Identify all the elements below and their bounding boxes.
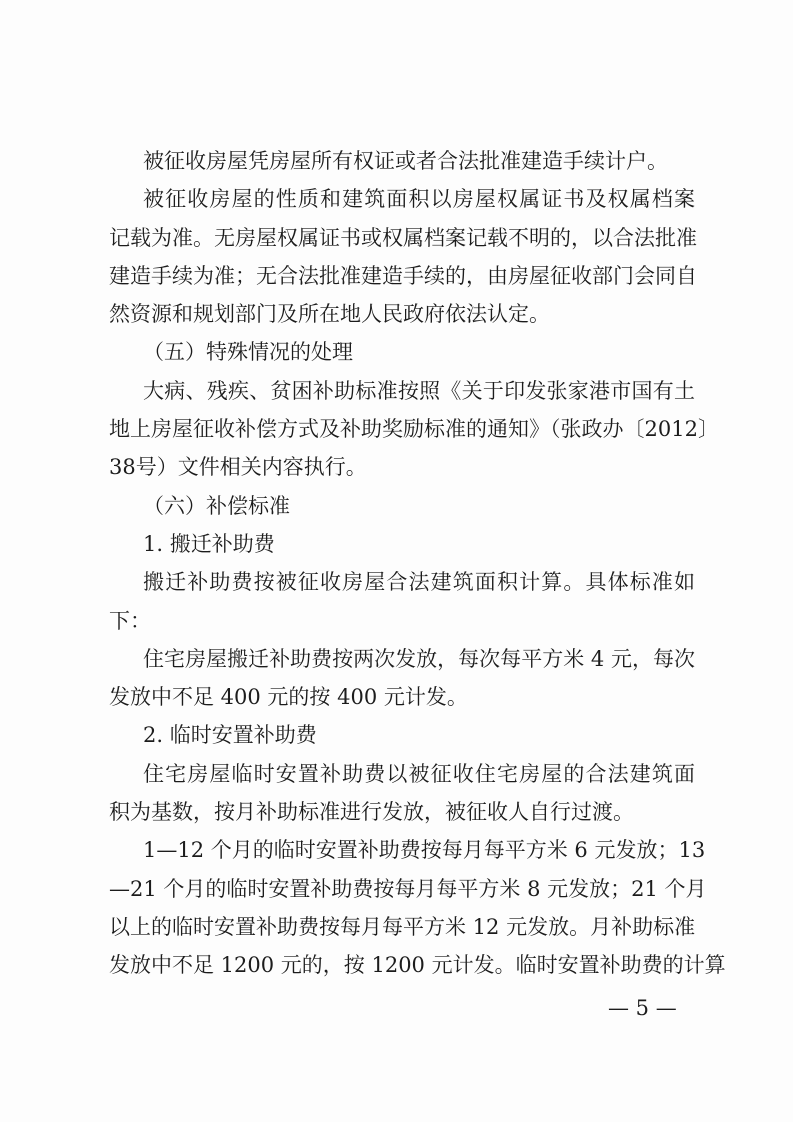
text-line: 搬迁补助费按被征收房屋合法建筑面积计算。具体标准如 (143, 570, 695, 595)
para-basis-of-record (109, 142, 695, 180)
heading-compensation-standard (109, 487, 695, 525)
para-relocation-residential (109, 640, 695, 717)
text-line: 1. 搬迁补助费 (143, 531, 275, 556)
text-line: （五）特殊情况的处理 (143, 340, 353, 365)
text-line: 然资源和规划部门及所在地人民政府依法认定。 (109, 302, 550, 327)
text-line: （六）补偿标准 (143, 493, 290, 518)
text-line: 地上房屋征收补偿方式及补助奖励标准的通知》（张政办〔2012〕 (109, 417, 719, 442)
text-line: 被征收房屋凭房屋所有权证或者合法批准建造手续计户。 (143, 149, 668, 173)
text-line: 住宅房屋搬迁补助费按两次发放，每次每平方米 4 元，每次 (143, 646, 695, 671)
text-line: 建造手续为准；无合法批准建造手续的，由房屋征收部门会同自 (109, 263, 697, 288)
text-line: 大病、残疾、贫困补助标准按照《关于印发张家港市国有土 (143, 378, 695, 403)
page-number: — 5 — (608, 996, 677, 1020)
text-line: 38号）文件相关内容执行。 (109, 455, 367, 480)
para-temporary-rates (109, 831, 726, 984)
para-special-subsidy (109, 372, 719, 487)
text-line: 被征收房屋的性质和建筑面积以房屋权属证书及权属档案 (143, 187, 695, 212)
para-property-nature (109, 180, 695, 333)
text-line: 以上的临时安置补助费按每月每平方米 12 元发放。月补助标准 (109, 914, 696, 939)
document-body (109, 142, 726, 985)
para-relocation-basis (109, 563, 695, 640)
text-line: 积为基数，按月补助标准进行发放，被征收人自行过渡。 (109, 800, 634, 825)
heading-relocation-subsidy (109, 525, 695, 563)
heading-temporary-resettlement (109, 716, 695, 754)
text-line: —21 个月的临时安置补助费按每月每平方米 8 元发放；21 个月 (109, 876, 707, 901)
heading-special-cases (109, 333, 695, 371)
text-line: 2. 临时安置补助费 (143, 723, 317, 748)
text-line: 发放中不足 1200 元的，按 1200 元计发。临时安置补助费的计算 (109, 953, 726, 978)
text-line: 发放中不足 400 元的按 400 元计发。 (109, 685, 468, 710)
para-temporary-basis (109, 755, 695, 832)
text-line: 下： (109, 608, 151, 633)
text-line: 住宅房屋临时安置补助费以被征收住宅房屋的合法建筑面 (143, 761, 695, 786)
text-line: 记载为准。无房屋权属证书或权属档案记载不明的，以合法批准 (109, 225, 697, 250)
text-line: 1—12 个月的临时安置补助费按每月每平方米 6 元发放；13 (143, 838, 706, 863)
